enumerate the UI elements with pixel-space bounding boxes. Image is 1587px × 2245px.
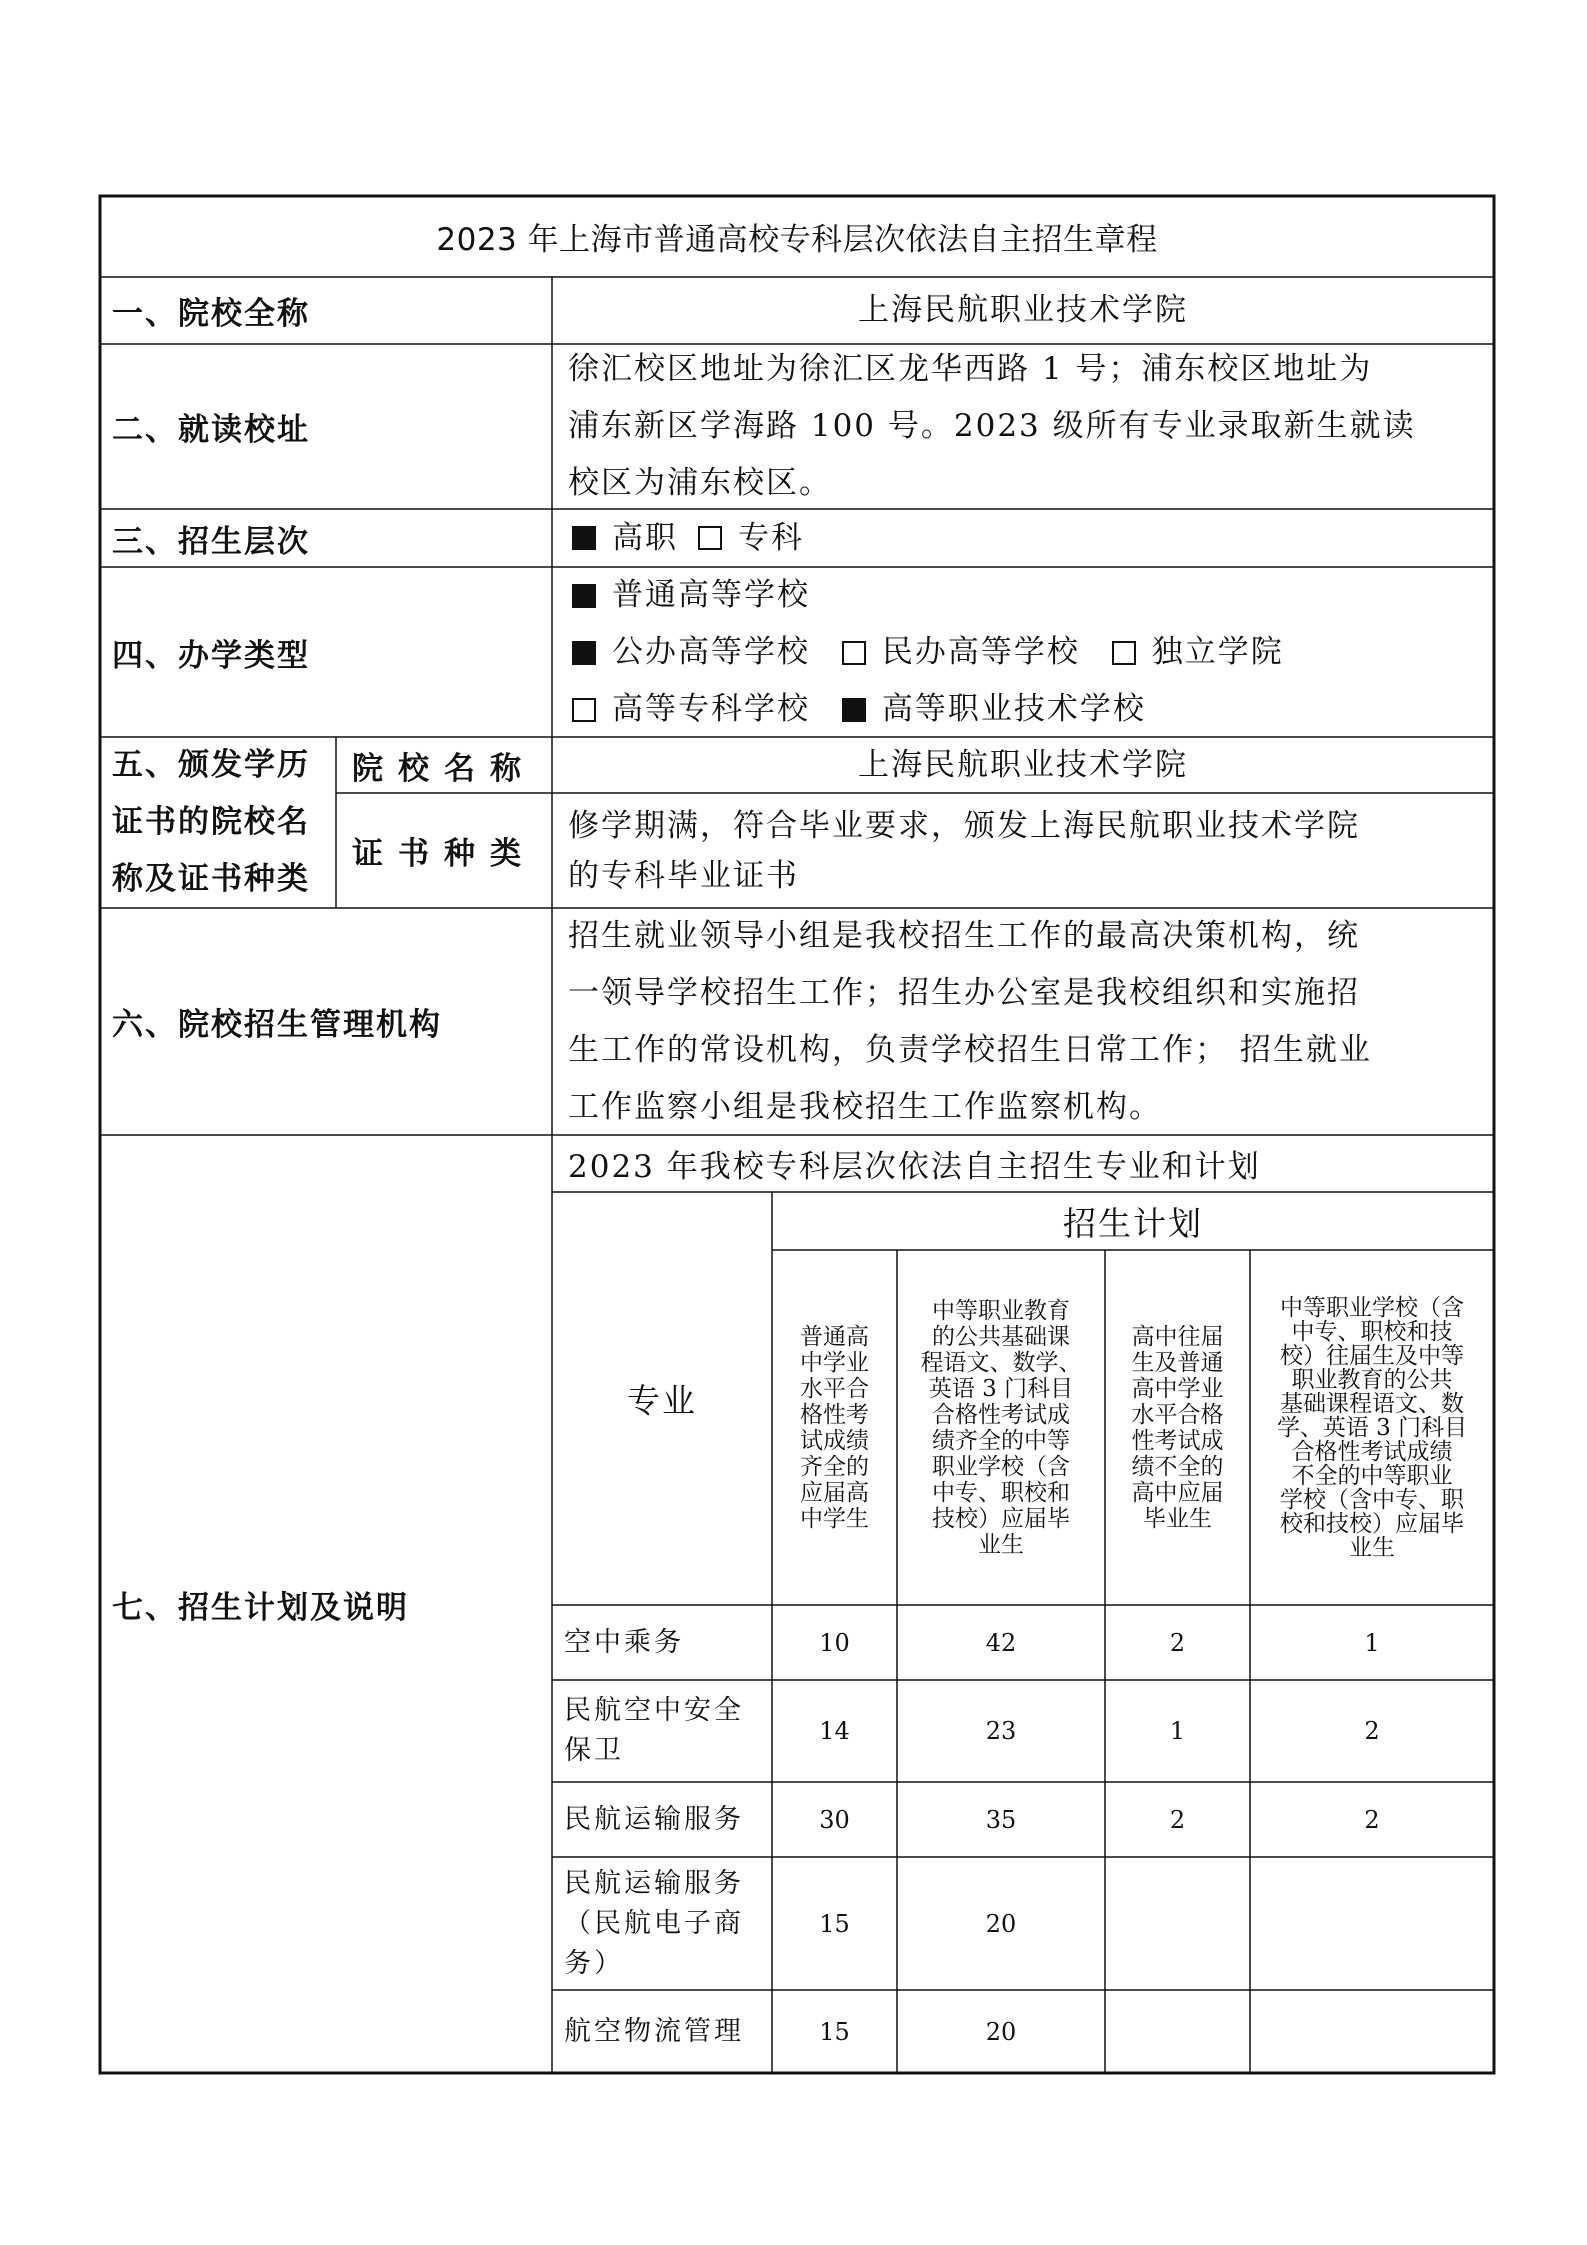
certificate-type-line: 修学期满，符合毕业要求，颁发上海民航职业技术学院 [568,807,1360,844]
table-row-major [552,1857,772,1990]
column-header-line: 英语 3 门科目 [928,1375,1074,1402]
unchecked-checkbox-icon[interactable] [572,698,596,722]
column-header-line: 不全的中等职业 [1291,1462,1453,1489]
option-line [568,567,826,624]
table-cell-value: 2 [1364,1805,1380,1834]
plan-table-subtitle: 2023 年我校专科层次依法自主招生专业和计划 [568,1149,1261,1185]
column-header [772,1250,897,1605]
section-5-label-line: 五、颁发学历 [112,747,310,783]
admissions-management-line: 招生就业领导小组是我校招生工作的最高决策机构，统 [568,917,1360,954]
table-cell-value: 23 [985,1717,1017,1745]
column-header-line: 业生 [1349,1534,1395,1561]
school-type-options [552,567,1494,737]
column-header-line: 高中往届 [1131,1323,1224,1350]
admissions-management-line: 一领导学校招生工作；招生办公室是我校组织和实施招 [568,974,1360,1011]
campus-address-line: 徐汇校区地址为徐汇区龙华西路 1 号；浦东校区地址为 [568,351,1373,387]
column-header-line: 合格性考试成 [932,1401,1070,1428]
option-line [568,681,1162,738]
admissions-management [552,908,1494,1135]
institution-name-label: 院校名称 [352,750,536,787]
table-cell-value: 35 [985,1805,1017,1834]
major-name-line: 务） [564,1947,624,1979]
column-header-line: 中等职业教育 [932,1297,1070,1324]
section-3-label: 三、招生层次 [112,523,310,560]
column-header-line: 业生 [978,1531,1024,1558]
certificate-type-line: 的专科毕业证书 [568,857,799,894]
checked-checkbox-icon[interactable] [572,584,596,608]
table-cell-value: 2 [1169,1805,1186,1834]
section-6-label: 六、院校招生管理机构 [112,1007,442,1043]
column-header-line: 水平合 [800,1375,869,1402]
major-name-line: 民航运输服务 [564,1867,744,1899]
column-header-line: 学、英语 3 门科目 [1276,1414,1468,1441]
column-header-line: 中专、职校和 [932,1479,1070,1506]
option-line [568,624,1300,681]
campus-address-line: 浦东新区学海路 100 号。2023 级所有专业录取新生就读 [568,408,1416,444]
table-cell-value: 15 [819,2017,850,2046]
table-cell-value [1105,1990,1250,2073]
table-cell-value: 42 [985,1628,1017,1657]
table-cell-value [1250,1857,1494,1990]
column-header-line: 水平合格 [1131,1401,1224,1428]
column-header-line: 生及普通 [1131,1349,1224,1376]
column-header-line: 校和技校）应届毕 [1280,1510,1464,1537]
column-header-line: 应届高 [800,1479,869,1506]
table-cell-value: 20 [985,2017,1017,2046]
checked-checkbox-icon[interactable] [572,641,596,665]
section-1-label: 一、院校全称 [112,296,310,332]
checked-checkbox-icon[interactable] [842,698,866,722]
option-label: 普通高等学校 [612,576,810,613]
column-header-line: 职业教育的公共 [1291,1366,1453,1393]
admissions-management-line: 生工作的常设机构，负责学校招生日常工作； 招生就业 [568,1031,1372,1068]
column-header-line: 绩不全的 [1131,1453,1224,1480]
table-row-major [552,1782,772,1857]
campus-address [552,344,1494,509]
option-label: 高等职业技术学校 [881,690,1146,727]
plan-header: 招生计划 [1063,1203,1203,1243]
section-5-label [100,737,336,908]
unchecked-checkbox-icon[interactable] [842,641,866,665]
section-2-label: 二、就读校址 [112,412,310,448]
section-7-label: 七、招生计划及说明 [112,1589,409,1626]
certificate-institution-name: 上海民航职业技术学院 [858,746,1188,783]
column-header-line: 的公共基础课 [932,1323,1070,1350]
major-name-line: 保卫 [564,1735,624,1766]
column-header-line: 职业学校（含 [932,1453,1070,1480]
major-name-line: （民航电子商 [564,1907,744,1939]
column-header-line: 中专、职校和技 [1291,1318,1453,1345]
table-row-major [552,1605,772,1680]
table-row-major [552,1990,772,2073]
column-header-line: 毕业生 [1143,1505,1212,1532]
table-cell-value: 1 [1364,1628,1380,1657]
table-cell-value: 15 [819,1909,850,1938]
column-header-line: 中等职业学校（含 [1280,1294,1464,1321]
column-header-line: 齐全的 [800,1453,869,1480]
section-4-label: 四、办学类型 [112,637,310,674]
table-cell-value: 2 [1364,1717,1380,1745]
table-cell-value [1105,1857,1250,1990]
table-cell-value [1250,1990,1494,2073]
option-label: 高等专科学校 [612,690,810,727]
option-label: 专科 [738,519,804,556]
checked-checkbox-icon[interactable] [572,526,596,550]
column-header-line: 性考试成 [1131,1427,1224,1454]
column-header-line: 中学生 [800,1505,869,1532]
table-cell-value: 10 [819,1628,850,1657]
major-name-line: 空中乘务 [564,1626,684,1658]
admissions-management-line: 工作监察小组是我校招生工作监察机构。 [568,1088,1162,1125]
unchecked-checkbox-icon[interactable] [1112,641,1136,665]
table-cell-value: 2 [1169,1628,1186,1657]
section-5-label-line: 称及证书种类 [112,861,310,897]
unchecked-checkbox-icon[interactable] [698,526,722,550]
table-cell-value: 1 [1169,1717,1186,1745]
major-name-line: 航空物流管理 [564,2015,744,2047]
institution-full-name: 上海民航职业技术学院 [858,292,1188,328]
table-cell-value: 30 [819,1805,850,1834]
column-header-line: 学校（含中专、职 [1280,1486,1464,1513]
column-header-line: 格性考 [800,1401,869,1428]
enrollment-level-options [552,509,1494,567]
section-5-label-line: 证书的院校名 [112,804,310,840]
column-header-line: 高中学业 [1131,1375,1224,1402]
certificate-type [552,793,1494,908]
certificate-type-label: 证书种类 [352,836,536,872]
option-label: 民办高等学校 [881,633,1080,670]
major-name-line: 民航运输服务 [564,1803,744,1835]
major-name-line: 民航空中安全 [564,1695,744,1726]
campus-address-line: 校区为浦东校区。 [568,465,832,501]
column-header-line: 程语文、数学、 [920,1349,1082,1376]
table-cell-value: 14 [819,1717,850,1745]
column-header [897,1250,1105,1605]
column-header-line: 合格性考试成绩 [1291,1438,1453,1465]
column-header-line: 中学业 [800,1349,869,1376]
column-header [1250,1250,1494,1605]
column-header-line: 校）往届生及中等 [1280,1342,1464,1369]
column-header-line: 基础课程语文、数 [1280,1390,1464,1417]
option-label: 公办高等学校 [612,633,810,670]
option-label: 独立学院 [1151,633,1284,670]
option-label: 高职 [612,519,678,556]
column-header [1105,1250,1250,1605]
column-header-line: 试成绩 [800,1427,869,1454]
table-cell-value: 20 [985,1909,1017,1938]
column-header-line: 绩齐全的中等 [932,1427,1070,1454]
table-row-major [552,1680,772,1782]
document-title: 2023 年上海市普通高校专科层次依法自主招生章程 [436,222,1158,258]
major-header: 专业 [627,1381,697,1420]
column-header-line: 技校）应届毕 [932,1505,1070,1532]
column-header-line: 普通高 [800,1323,869,1350]
column-header-line: 高中应届 [1131,1479,1224,1506]
